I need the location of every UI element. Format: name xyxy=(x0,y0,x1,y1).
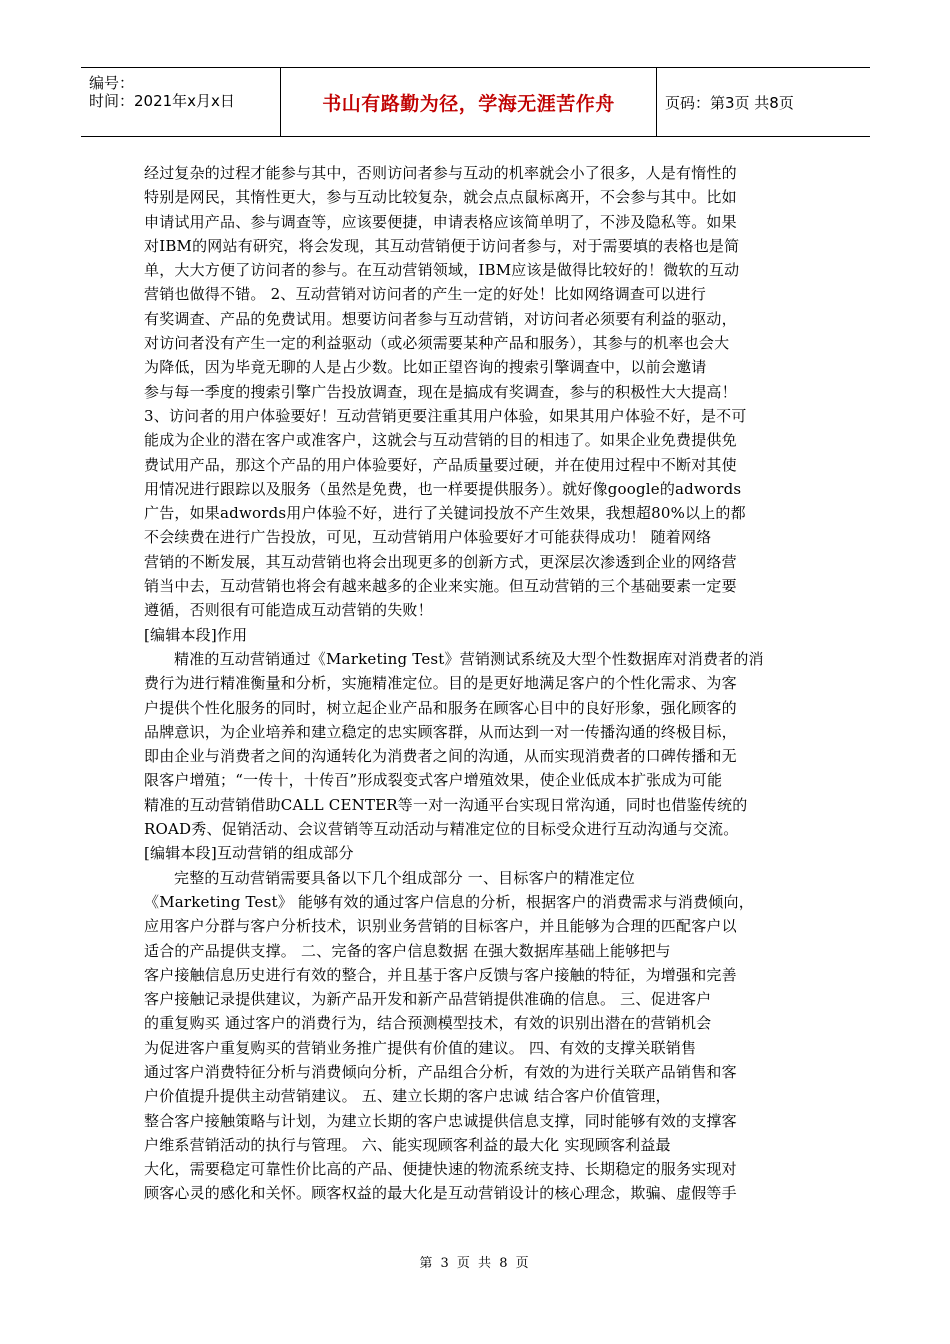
body-text-line: 户维系营销活动的执行与管理。 六、能实现顾客利益的最大化 实现顾客利益最 xyxy=(144,1135,671,1154)
body-text-line: 适合的产品提供支撑。 二、完备的客户信息数据 在强大数据库基础上能够把与 xyxy=(144,941,671,960)
body-text-line: 通过客户消费特征分析与消费倾向分析，产品组合分析，有效的为进行关联产品销售和客 xyxy=(144,1062,737,1081)
body-text-line: 能成为企业的潜在客户或准客户，这就会与互动营销的目的相违了。如果企业免费提供免 xyxy=(144,431,737,450)
body-text-line: ROAD秀、促销活动、会议营销等互动活动与精准定位的目标受众进行互动沟通与交流。 xyxy=(144,820,739,839)
body-text-line: [编辑本段]作用 xyxy=(144,625,248,644)
body-text-line: 完整的互动营销需要具备以下几个组成部分 一、目标客户的精准定位 xyxy=(174,868,635,887)
body-text-line: 营销的不断发展，其互动营销也将会出现更多的创新方式，更深层次渗透到企业的网络营 xyxy=(144,552,737,571)
body-text-line: 遵循，否则很有可能造成互动营销的失败！ xyxy=(144,601,433,620)
document-body xyxy=(144,161,808,1206)
body-text-line: 客户接触信息历史进行有效的整合，并且基于客户反馈与客户接触的特征，为增强和完善 xyxy=(144,965,737,984)
body-text-line: 3、访问者的用户体验要好！互动营销更要注重其用户体验，如果其用户体验不好，是不可 xyxy=(144,406,747,425)
body-text-line: 为降低，因为毕竟无聊的人是占少数。比如正望咨询的搜索引擎调查中，以前会邀请 xyxy=(144,358,707,377)
body-text-line: 申请试用产品、参与调查等，应该要便捷，申请表格应该简单明了，不涉及隐私等。如果 xyxy=(144,212,737,231)
body-text-line: 精准的互动营销借助CALL CENTER等一对一沟通平台实现日常沟通，同时也借鉴传统的 xyxy=(144,795,748,814)
body-text-line: 户价值提升提供主动营销建议。 五、建立长期的客户忠诚 结合客户价值管理， xyxy=(144,1087,671,1106)
header-motto-cell xyxy=(281,68,657,136)
body-text-line: 有奖调查、产品的免费试用。想要访问者参与互动营销，对访问者必须要有利益的驱动， xyxy=(144,309,737,328)
body-text-line: [编辑本段]互动营销的组成部分 xyxy=(144,844,354,863)
body-text-line: 品牌意识，为企业培养和建立稳定的忠实顾客群，从而达到一对一传播沟通的终极目标， xyxy=(144,722,737,741)
body-text-line: 整合客户接触策略与计划，为建立长期的客户忠诚提供信息支撑，同时能够有效的支撑客 xyxy=(144,1111,737,1130)
body-text-line: 特别是网民，其惰性更大，参与互动比较复杂，就会点点鼠标离开，不会参与其中。比如 xyxy=(144,188,737,207)
body-text-line: 《Marketing Test》 能够有效的通过客户信息的分析，根据客户的消费需求与消费倾向， xyxy=(144,892,754,911)
document-number-label: 编号： xyxy=(89,74,135,92)
body-text-line: 对IBM的网站有研究，将会发现，其互动营销便于访问者参与，对于需要填的表格也是简 xyxy=(144,236,740,255)
body-text-line: 销当中去，互动营销也将会有越来越多的企业来实施。但互动营销的三个基础要素一定要 xyxy=(144,577,737,596)
body-text-line: 为促进客户重复购买的营销业务推广提供有价值的建议。 四、有效的支撑关联销售 xyxy=(144,1038,697,1057)
header-page-label: 页码：第3页 共8页 xyxy=(665,93,794,112)
body-text-line: 不会续费在进行广告投放，可见，互动营销用户体验要好才可能获得成功！ 随着网络 xyxy=(144,528,712,547)
body-text-line: 营销也做得不错。 2、互动营销对访问者的产生一定的好处！比如网络调查可以进行 xyxy=(144,285,706,304)
header-page-cell xyxy=(665,68,870,136)
body-text-line: 用情况进行跟踪以及服务（虽然是免费，也一样要提供服务）。就好像google的adwords xyxy=(144,479,742,498)
header-meta-cell xyxy=(81,68,281,136)
body-text-line: 广告，如果adwords用户体验不好，进行了关键词投放不产生效果，我想超80%以上的都 xyxy=(144,504,746,523)
page-footer: 第 3 页 共 8 页 xyxy=(419,1256,531,1271)
body-text-line: 对访问者没有产生一定的利益驱动（或必须需要某种产品和服务），其参与的机率也会大 xyxy=(144,334,730,353)
body-text-line: 客户接触记录提供建议，为新产品开发和新产品营销提供准确的信息。 三、促进客户 xyxy=(144,990,712,1009)
body-text-line: 户提供个性化服务的同时，树立起企业产品和服务在顾客心目中的良好形象，强化顾客的 xyxy=(144,698,737,717)
body-text-line: 费试用产品，那这个产品的用户体验要好，产品质量要过硬，并在使用过程中不断对其使 xyxy=(144,455,737,474)
body-text-line: 限客户增殖；“一传十，十传百”形成裂变式客户增殖效果，使企业低成本扩张成为可能 xyxy=(144,771,723,790)
document-time-label: 时间：2021年x月x日 xyxy=(89,92,235,110)
body-text-line: 经过复杂的过程才能参与其中，否则访问者参与互动的机率就会小了很多，人是有惰性的 xyxy=(144,164,737,182)
body-text-line: 的重复购买 通过客户的消费行为，结合预测模型技术，有效的识别出潜在的营销机会 xyxy=(144,1014,712,1033)
body-text-line: 应用客户分群与客户分析技术，识别业务营销的目标客户，并且能够为合理的匹配客户以 xyxy=(144,917,737,936)
body-text-line: 单，大大方便了访问者的参与。在互动营销领域，IBM应该是做得比较好的！微软的互动 xyxy=(144,261,740,280)
body-text-line: 大化，需要稳定可靠性价比高的产品、便捷快速的物流系统支持、长期稳定的服务实现对 xyxy=(144,1160,737,1179)
body-text-line: 费行为进行精准衡量和分析，实施精准定位。目的是更好地满足客户的个性化需求、为客 xyxy=(144,674,737,693)
header-table xyxy=(81,67,870,137)
body-text-line: 顾客心灵的感化和关怀。顾客权益的最大化是互动营销设计的核心理念，欺骗、虚假等手 xyxy=(144,1184,737,1203)
header-motto: 书山有路勤为径，学海无涯苦作舟 xyxy=(322,92,615,115)
body-text-line: 即由企业与消费者之间的沟通转化为消费者之间的沟通，从而实现消费者的口碑传播和无 xyxy=(144,747,737,766)
body-text-line: 精准的互动营销通过《Marketing Test》营销测试系统及大型个性数据库对消费者的消 xyxy=(174,649,764,668)
body-text-line: 参与每一季度的搜索引擎广告投放调查，现在是搞成有奖调查，参与的积极性大大提高！ xyxy=(144,382,737,401)
